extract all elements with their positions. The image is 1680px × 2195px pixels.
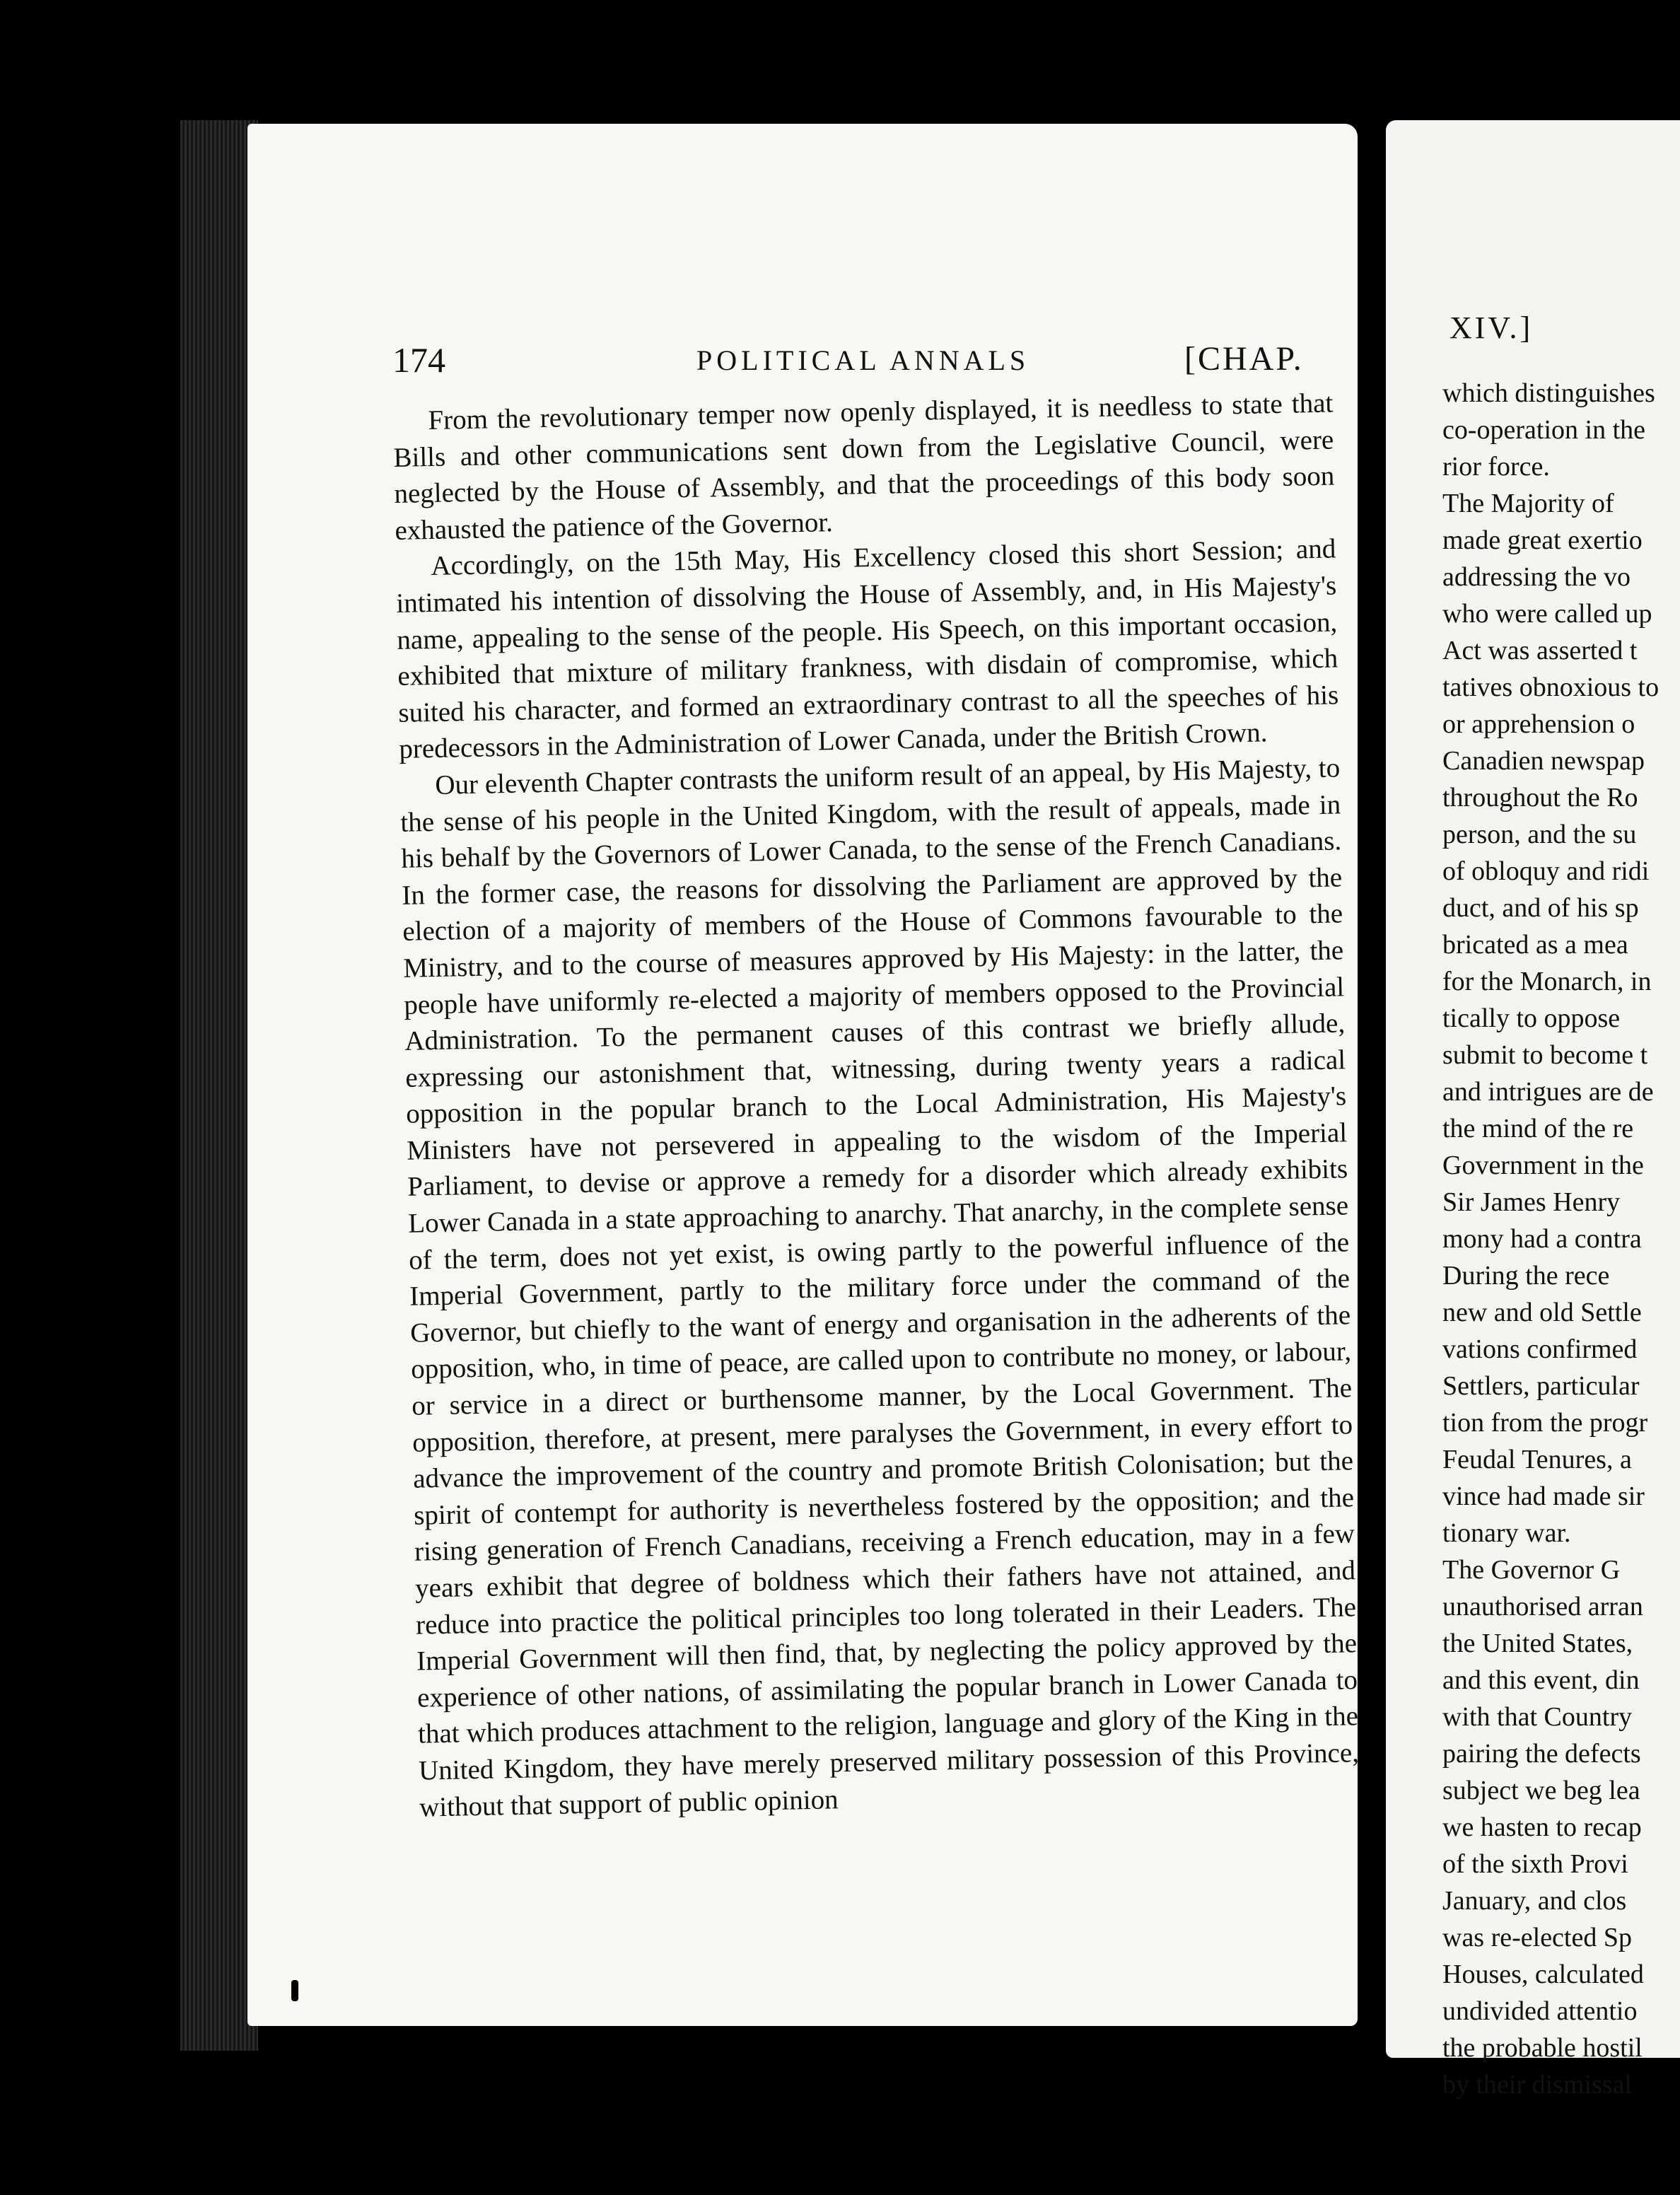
right-page-line: unauthorised arran <box>1442 1592 1643 1621</box>
paragraph: Accordingly, on the 15th May, His Excellency closed this short Session; and intimated his intention of dissolving the House of Assembly, and, in His Majesty's name, appealing to the sense of the people. His Speech, on this important occasion, exhibited that mixture of military frankness, with disdain of compromise, which suited his character, and formed an extraordinary contrast to all the speeches of his predecessors in the Administration of Lower Canada, under the British Crown. <box>396 533 1339 765</box>
right-page-line: Sir James Henry <box>1442 1187 1621 1217</box>
right-page-line: for the Monarch, in <box>1442 967 1652 996</box>
right-page-line: vations confirmed <box>1442 1334 1638 1364</box>
right-page-line: Houses, calculated <box>1442 1960 1644 1989</box>
right-page-line: new and old Settle <box>1442 1298 1642 1327</box>
right-page-line: by their dismissal <box>1442 2070 1633 2100</box>
right-page-line: mony had a contra <box>1442 1224 1642 1254</box>
right-page-line: tically to oppose <box>1442 1003 1621 1033</box>
right-page-line: Settlers, particular <box>1442 1371 1640 1401</box>
left-page-header <box>392 339 1326 389</box>
right-page-line: Canadien newspap <box>1442 746 1645 776</box>
right-page-line: the mind of the re <box>1442 1114 1634 1143</box>
right-page-line: Government in the <box>1442 1151 1644 1180</box>
right-page-line: The Governor G <box>1442 1555 1621 1585</box>
right-page-line: tionary war. <box>1442 1518 1571 1548</box>
right-page-line: was re-elected Sp <box>1442 1923 1632 1952</box>
right-page-line: or apprehension o <box>1442 709 1635 739</box>
paragraph: From the revolutionary temper now openly displayed, it is needless to state that Bills and other communications sent down from the Legislative Council, were neglected by the House of Assembly, and that the proceedings of this body soon exhausted the patience of the Governor. <box>393 388 1335 546</box>
right-page-line: Act was asserted t <box>1442 636 1638 665</box>
right-chapter-marker: XIV.] <box>1449 310 1534 345</box>
right-page-line: the United States, <box>1442 1629 1633 1658</box>
right-page-line: of obloquy and ridi <box>1442 856 1650 886</box>
right-page-line: tatives obnoxious to <box>1442 673 1659 702</box>
right-page-line: addressing the vo <box>1442 562 1631 592</box>
right-page-line: the probable hostil <box>1442 2033 1643 2063</box>
right-page-line: subject we beg lea <box>1442 1776 1640 1805</box>
right-page-line: co-operation in the <box>1442 415 1646 445</box>
right-page-line: rior force. <box>1442 452 1550 482</box>
right-page-line: we hasten to recap <box>1442 1812 1642 1842</box>
right-page-line: tion from the progr <box>1442 1408 1648 1438</box>
right-page-line: person, and the su <box>1442 820 1637 849</box>
right-page-line: pairing the defects <box>1442 1739 1641 1769</box>
page-number: 174 <box>392 340 445 380</box>
right-page-line: undivided attentio <box>1442 1996 1638 2026</box>
ink-speck <box>1368 665 1378 683</box>
right-page-line: with that Country <box>1442 1702 1633 1732</box>
ink-speck <box>291 1980 298 2001</box>
right-page-line: vince had made sir <box>1442 1481 1645 1511</box>
right-page-line: who were called up <box>1442 599 1652 629</box>
page-stack-edge <box>180 120 258 2051</box>
right-page-line: duct, and of his sp <box>1442 893 1639 923</box>
right-page-line: Feudal Tenures, a <box>1442 1445 1632 1474</box>
left-page-body <box>392 385 1360 1825</box>
book-gutter <box>1358 124 1386 2061</box>
paragraph: Our eleventh Chapter contrasts the uniform result of an appeal, by His Majesty, to the sense of his people in the United Kingdom, with the result of appeals, made in his behalf by the Governors of Lower Canada, to the sense of the French Canadians. In the former case, the reasons for dissolving the Parliament are approved by the election of a majority of members of the House of Commons favourable to the Ministry, and to the course of measures approved by His Majesty: in the latter, the people have uniformly re-elected a majority of members opposed to the Provincial Administration. To the permanent causes of this contrast we briefly allude, expressing our astonishment that, witnessing, during twenty years a radical opposition in the popular branch to the Local Administration, His Majesty's Ministers have not persevered in appealing to the wisdom of the Imperial Parliament, to devise or approve a remedy for a disorder which already exhibits Lower Canada in a state approaching to anarchy. That anarchy, in the complete sense of the term, does not yet exist, is owing partly to the powerful influence of the Imperial Government, partly to the military force under the command of the Governor, but chiefly to the want of energy and organisation in the adherents of the opposition, who, in time of peace, are called upon to contribute no money, or labour, or service in a direct or burthensome manner, by the Local Government. The opposition, therefore, at present, mere paralyses the Government, in every effort to advance the improvement of the country and promote British Colonisation; but the spirit of contempt for authority is nevertheless fostered by the opposition; and the rising generation of French Canadians, receiving a French education, may in a few years exhibit that degree of boldness which their fathers have not attained, and reduce into practice the political principles too long tolerated in their Leaders. The Imperial Government will then find, that, by neglecting the policy approved by the experience of other nations, of assimilating the popular branch in Lower Canada to that which produces attachment to the religion, language and glory of the King in the United Kingdom, they have merely preserved military possession of this Province, without that support of public opinion <box>399 752 1360 1823</box>
right-page-line: and intrigues are de <box>1442 1077 1654 1107</box>
running-title: POLITICAL ANNALS <box>696 344 1030 376</box>
right-page-line: submit to become t <box>1442 1040 1648 1070</box>
chapter-marker: [CHAP. <box>1184 340 1304 378</box>
right-page-line: of the sixth Provi <box>1442 1849 1628 1879</box>
right-page-line: and this event, din <box>1442 1665 1640 1695</box>
right-page-line: which distinguishes <box>1442 378 1655 408</box>
right-page-column <box>1442 375 1680 2103</box>
right-page-line: made great exertio <box>1442 525 1643 555</box>
right-page-line: During the rece <box>1442 1261 1610 1291</box>
right-page-line: bricated as a mea <box>1442 930 1628 960</box>
right-page-line: January, and clos <box>1442 1886 1627 1916</box>
right-page-line: The Majority of <box>1442 489 1614 518</box>
right-page-line: throughout the Ro <box>1442 783 1638 813</box>
